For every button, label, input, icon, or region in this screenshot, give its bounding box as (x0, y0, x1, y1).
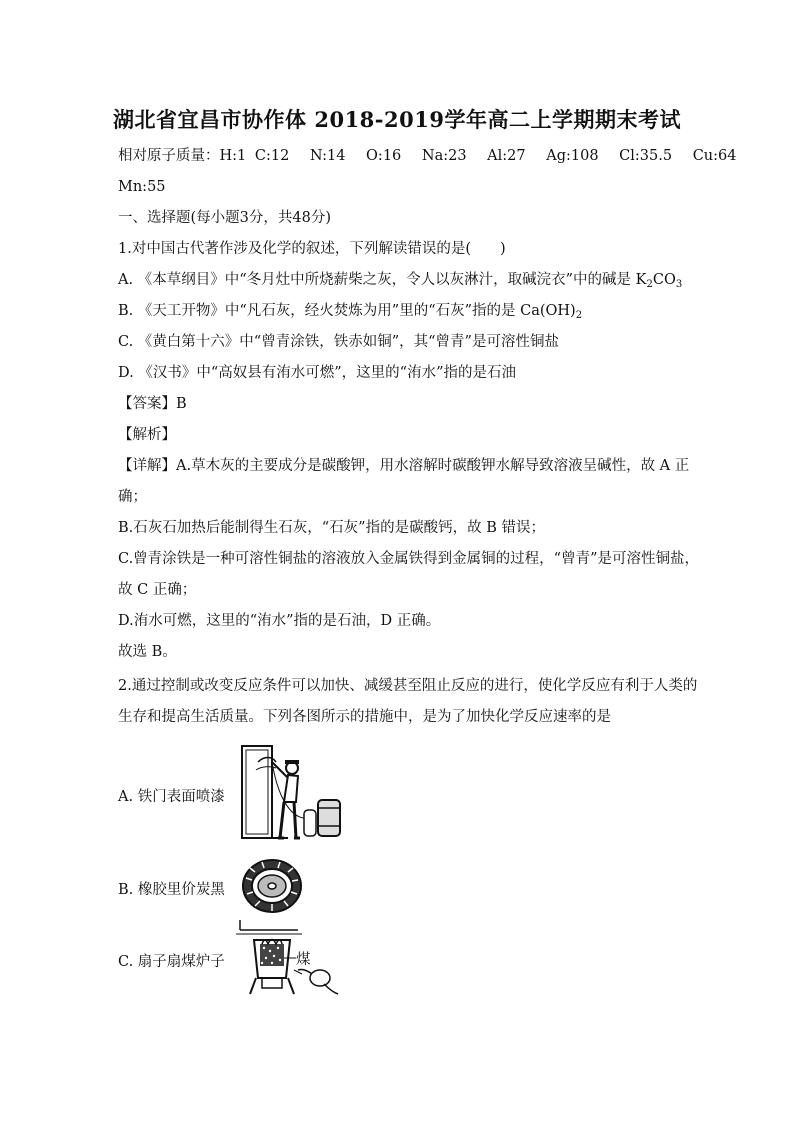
section-heading: 一、选择题(每小题3分，共48分) (118, 210, 331, 226)
question-1-option-a: A. 《本草纲目》中“冬月灶中所烧薪柴之灰，令人以灰淋汁，取碱浣衣”中的碱是 $K_2CO_3$ (118, 272, 683, 290)
exam-title: 湖北省宜昌市协作体 2018-2019学年高二上学期期末考试 (113, 107, 681, 132)
atomic-mass-item: C:12 (254, 148, 290, 164)
atomic-mass-item: Ag:108 (546, 148, 599, 164)
conclusion: 故选 B。 (118, 644, 177, 660)
question-1-stem: 1.对中国古代著作涉及化学的叙述，下列解读错误的是( ) (118, 241, 506, 257)
question-2-stem: 2.通过控制或改变反应条件可以加快、减缓甚至阻止反应的进行，使化学反应有利于人类的 (118, 678, 698, 694)
detail-c-cont: 故 C 正确； (118, 582, 197, 598)
atomic-mass-item: Al:27 (487, 148, 526, 164)
tire-illustration (240, 858, 304, 914)
coal-label: 煤 (296, 952, 311, 968)
question-1-option-c: C. 《黄白第十六》中“曾青涂铁，铁赤如铜”，其“曾青”是可溶性铜盐 (118, 334, 559, 350)
answer: 【答案】B (118, 396, 187, 412)
atomic-mass-line (118, 146, 752, 166)
atomic-mass-item: Cu:64 (692, 148, 737, 164)
detail-b: B.石灰石加热后能制得生石灰，“石灰”指的是碳酸钙，故 B 错误； (118, 520, 545, 536)
analysis-label: 【解析】 (118, 427, 176, 443)
atomic-mass-item: O:16 (366, 148, 402, 164)
question-1-option-d: D. 《汉书》中“高奴县有洧水可燃”，这里的“洧水”指的是石油 (118, 365, 516, 381)
coal-stove-illustration (232, 918, 342, 1000)
detail-d: D.洧水可燃，这里的“洧水”指的是石油，D 正确。 (118, 613, 441, 629)
detail-a: 【详解】A.草木灰的主要成分是碳酸钾，用水溶解时碳酸钾水解导致溶液呈碱性，故 A 正 (118, 458, 690, 474)
atomic-mass-item: N:14 (309, 148, 346, 164)
detail-c: C.曾青涂铁是一种可溶性铜盐的溶液放入金属铁得到金属铜的过程，“曾青”是可溶性铜盐， (118, 551, 700, 567)
question-2-option-c: C. 扇子扇煤炉子 (118, 954, 225, 970)
atomic-mass-label: 相对原子质量：H:1 (118, 148, 247, 164)
question-1-option-b: B. 《天工开物》中“凡石灰，经火焚炼为用”里的“石灰”指的是 $Ca(OH)_2$ (118, 303, 583, 321)
question-2-stem-cont: 生存和提高生活质量。下列各图所示的措施中，是为了加快化学反应速率的是 (118, 709, 611, 725)
question-2-option-a: A. 铁门表面喷漆 (118, 789, 225, 805)
painting-door-illustration (238, 740, 350, 845)
atomic-mass-item: Na:23 (421, 148, 467, 164)
atomic-mass-item: Cl:35.5 (619, 148, 673, 164)
atomic-mass-last: Mn:55 (118, 179, 166, 195)
question-2-option-b: B. 橡胶里价炭黑 (118, 882, 225, 898)
detail-a-cont: 确； (118, 489, 147, 505)
